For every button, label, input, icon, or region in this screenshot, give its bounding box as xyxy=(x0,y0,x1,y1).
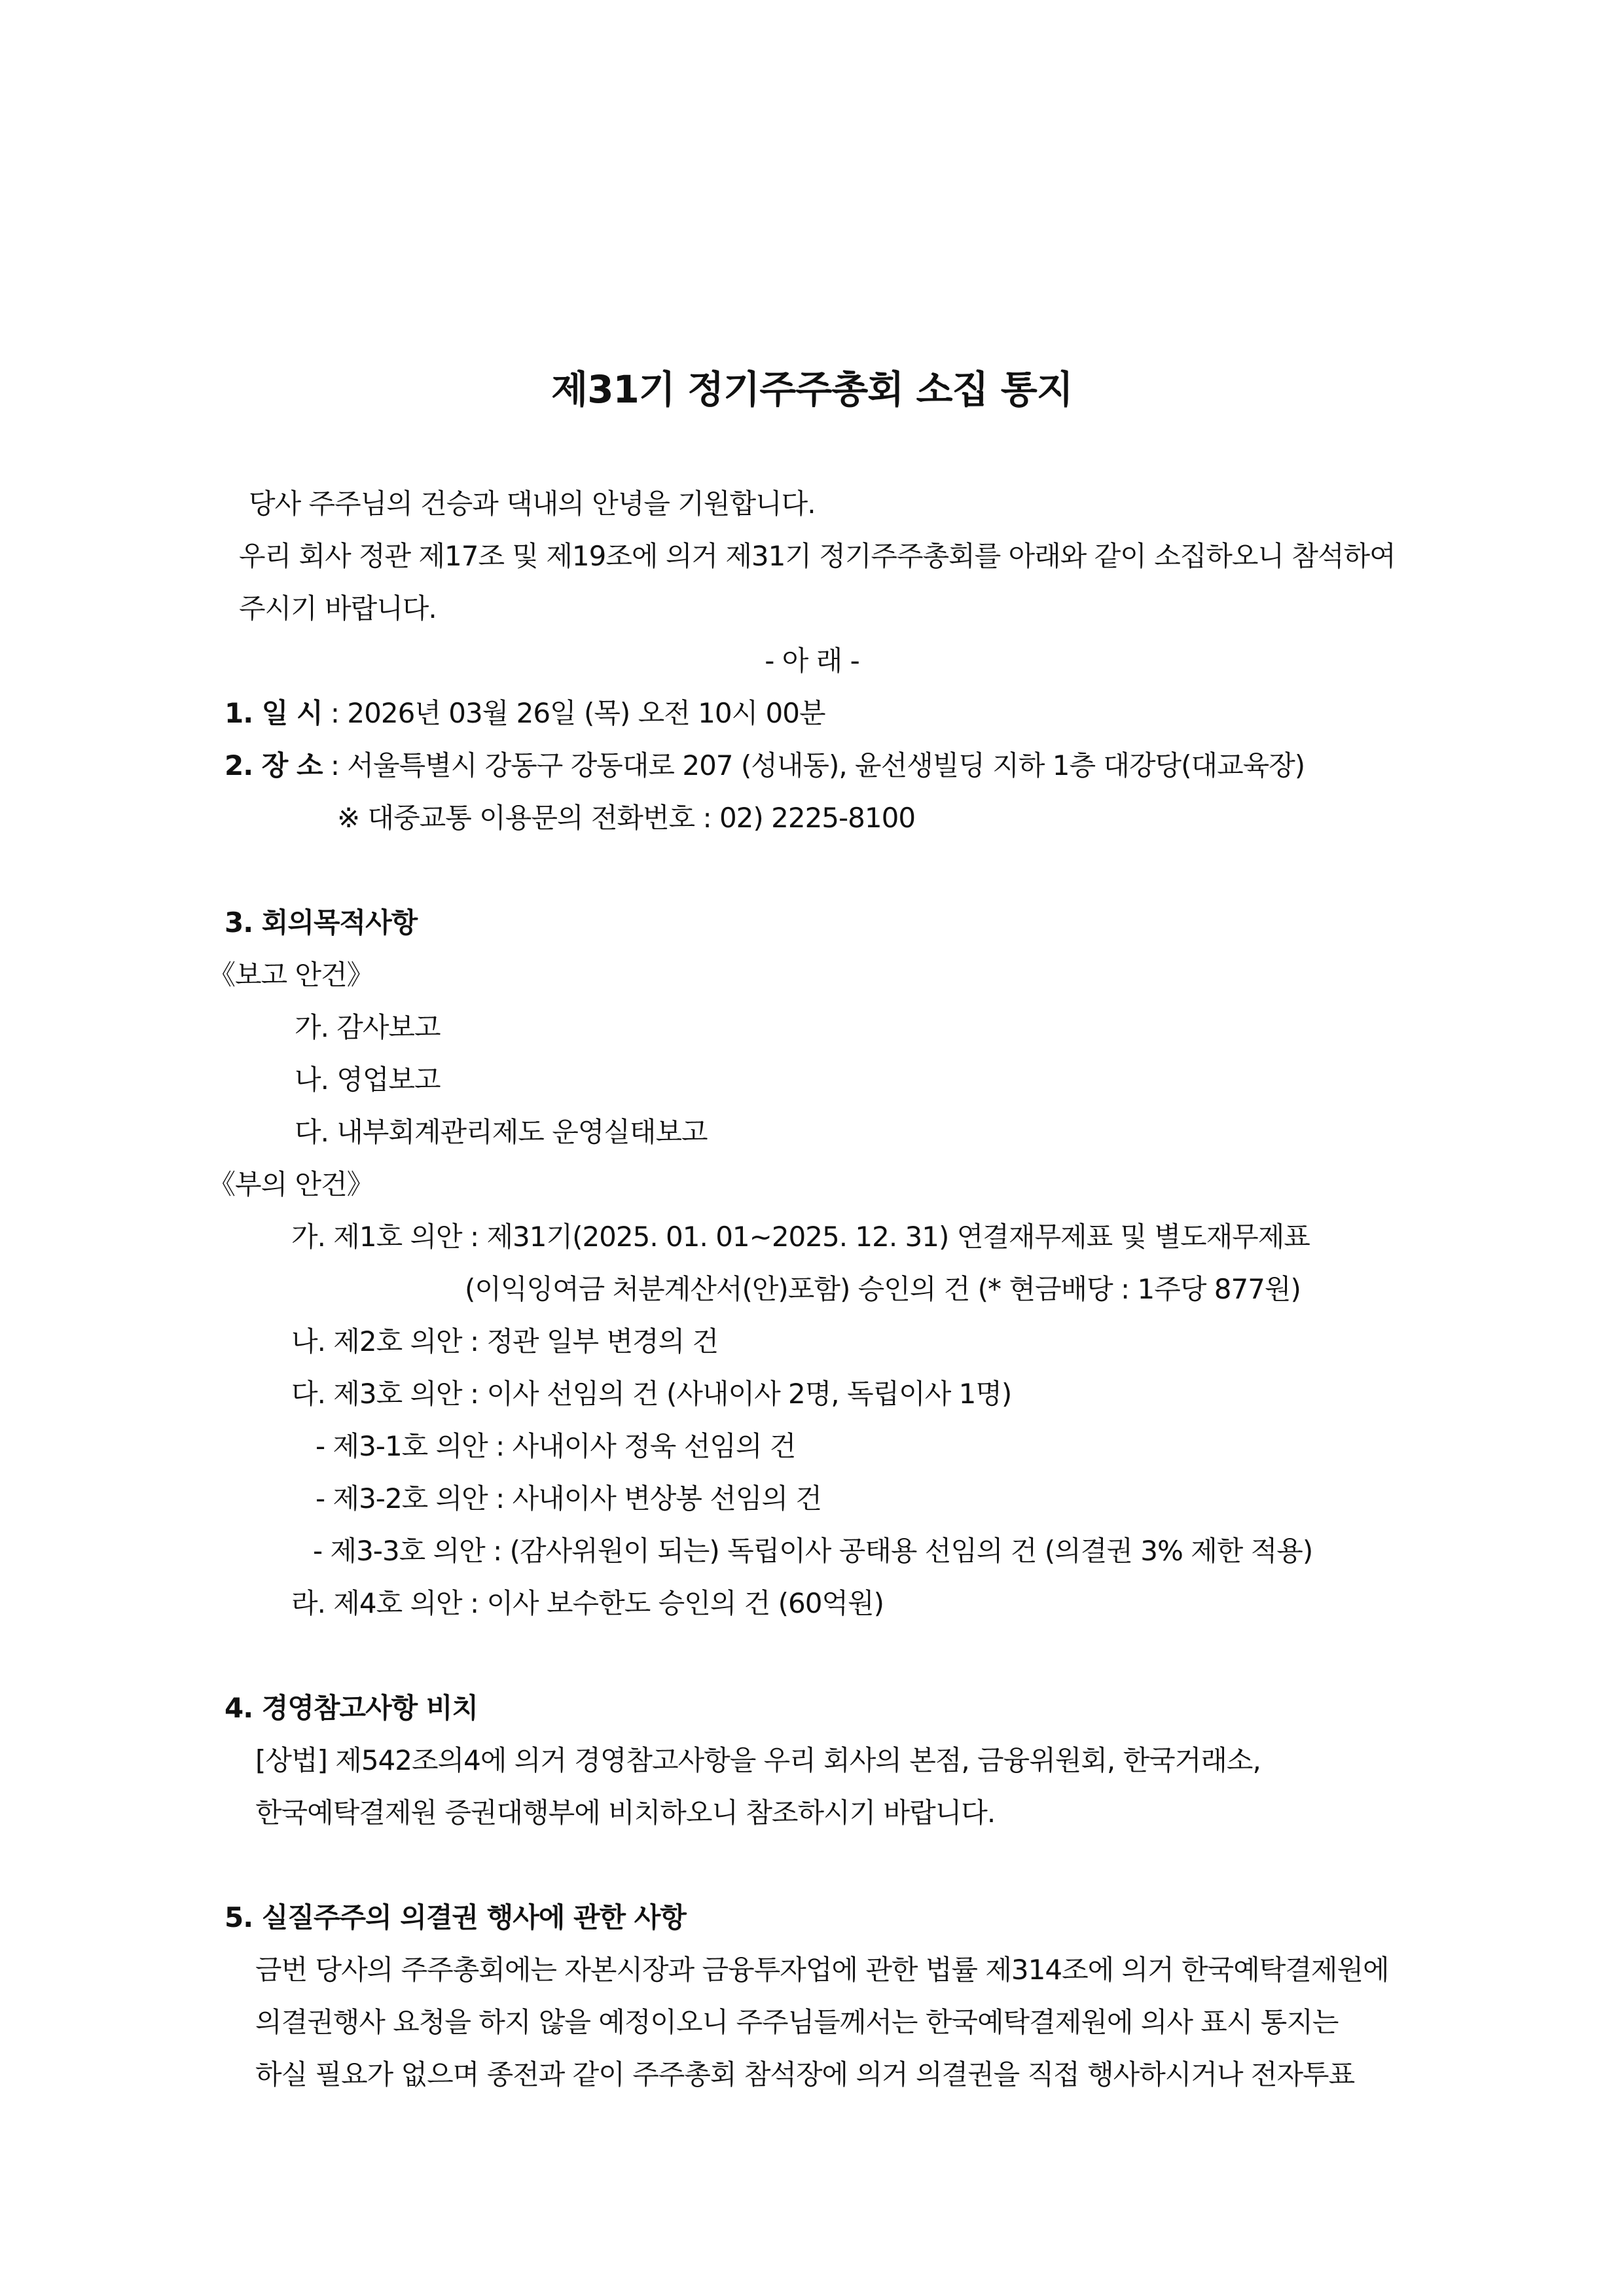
section5-line: 금번 당사의 주주총회에는 자본시장과 금융투자업에 관한 법률 제314조에 의거 한국예탁결제원에 xyxy=(255,1954,1389,1986)
section5-line: 의결권행사 요청을 하지 않을 예정이오니 주주님들께서는 한국예탁결제원에 의사 표시 통지는 xyxy=(255,2006,1339,2038)
section5-line: 하실 필요가 없으며 종전과 같이 주주총회 참석장에 의거 의결권을 직접 행사하시거나 전자투표 xyxy=(255,2058,1355,2090)
section4-line: [상법] 제542조의4에 의거 경영참고사항을 우리 회사의 본점, 금융위원회, 한국거래소, xyxy=(255,1744,1261,1776)
report-item: 다. 내부회계관리제도 운영실태보고 xyxy=(295,1116,708,1148)
resolution-line: 나. 제2호 의안 : 정관 일부 변경의 건 xyxy=(291,1325,719,1357)
resolution-subline: - 제3-3호 의안 : (감사위원이 되는) 독립이사 공태용 선임의 건 (의결권 3% 제한 적용) xyxy=(313,1535,1313,1567)
intro-line-2: 주시기 바랍니다. xyxy=(239,592,437,624)
intro-line-1: 우리 회사 정관 제17조 및 제19조에 의거 제31기 정기주주총회를 아래와 같이 소집하오니 참석하여 xyxy=(239,540,1396,572)
item-datetime xyxy=(225,697,825,730)
item-location xyxy=(225,749,1305,782)
section4-heading: 4. 경영참고사항 비치 xyxy=(225,1692,478,1724)
item-datetime-value: : 2026년 03월 26일 (목) 오전 10시 00분 xyxy=(322,697,825,729)
item-datetime-label: 1. 일 시 xyxy=(225,697,323,729)
resolution-agenda-header: 《부의 안건》 xyxy=(208,1168,374,1200)
item-location-label: 2. 장 소 xyxy=(225,749,323,781)
section4-line: 한국예탁결제원 증권대행부에 비치하오니 참조하시기 바랍니다. xyxy=(255,1797,996,1829)
report-item: 가. 감사보고 xyxy=(295,1011,441,1043)
transit-phone-note: ※ 대중교통 이용문의 전화번호 : 02) 2225-8100 xyxy=(337,802,916,834)
section5-heading: 5. 실질주주의 의결권 행사에 관한 사항 xyxy=(225,1901,686,1933)
notice-title: 제31기 정기주주총회 소집 통지 xyxy=(551,367,1073,412)
report-item: 나. 영업보고 xyxy=(295,1064,441,1096)
resolution-line: 다. 제3호 의안 : 이사 선임의 건 (사내이사 2명, 독립이사 1명) xyxy=(291,1378,1012,1410)
resolution-line: (이익잉여금 처분계산서(안)포함) 승인의 건 (* 현금배당 : 1주당 877원) xyxy=(465,1273,1301,1305)
resolution-subline: - 제3-2호 의안 : 사내이사 변상봉 선임의 건 xyxy=(316,1482,821,1515)
greeting-text: 당사 주주님의 건승과 댁내의 안녕을 기원합니다. xyxy=(249,488,816,520)
section3-heading: 3. 회의목적사항 xyxy=(225,906,418,939)
report-agenda-header: 《보고 안건》 xyxy=(208,959,374,991)
resolution-line: 라. 제4호 의안 : 이사 보수한도 승인의 건 (60억원) xyxy=(291,1587,884,1619)
item-location-value: : 서울특별시 강동구 강동대로 207 (성내동), 윤선생빌딩 지하 1층 대강당(대교육장) xyxy=(322,749,1305,781)
resolution-line: 가. 제1호 의안 : 제31기(2025. 01. 01~2025. 12. 31) 연결재무제표 및 별도재무제표 xyxy=(291,1221,1310,1253)
separator-text: - 아 래 - xyxy=(765,645,859,677)
resolution-subline: - 제3-1호 의안 : 사내이사 정욱 선임의 건 xyxy=(316,1430,796,1462)
